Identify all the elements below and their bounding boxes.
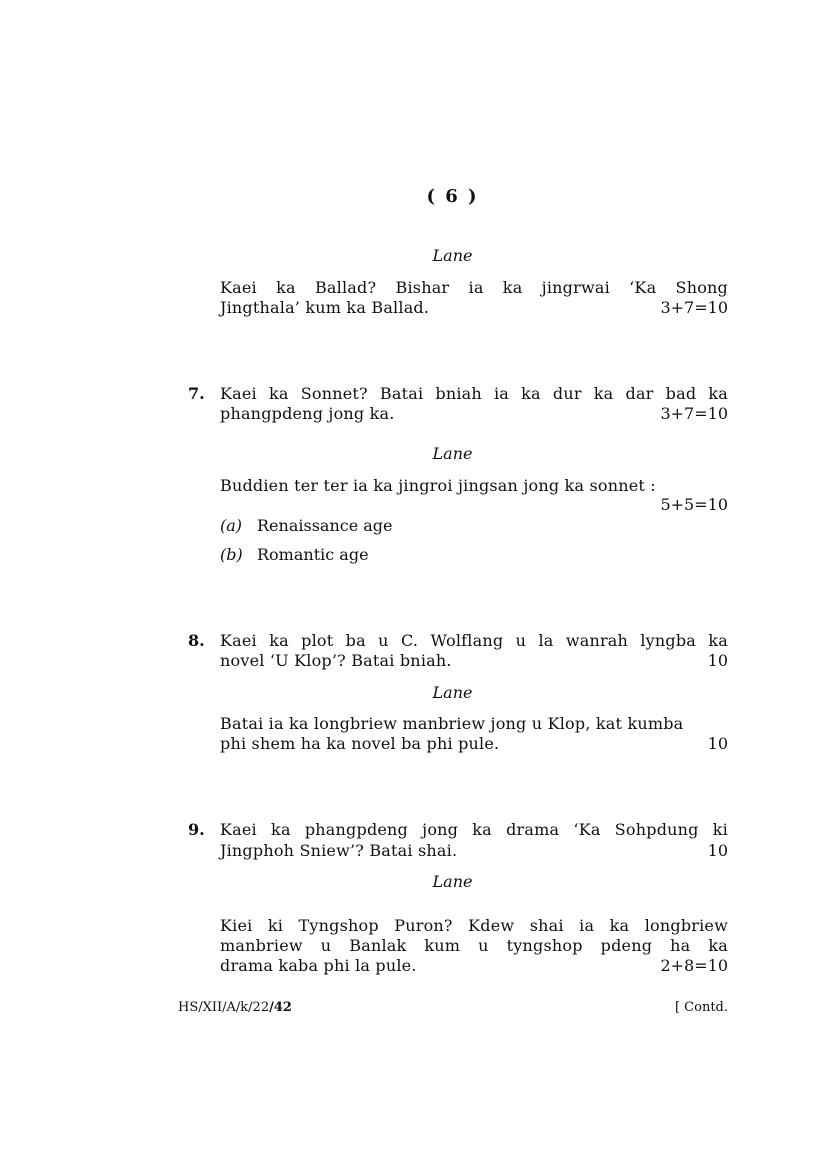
question-text: Buddien ter ter ia ka jingroi jingsan jong ka sonnet : (220, 476, 656, 495)
question-text: phangpdeng jong ka. (220, 404, 395, 423)
continued-label: [ Contd. (674, 1000, 728, 1015)
page-number: ( 6 ) (426, 186, 479, 207)
question-text: drama kaba phi la pule. (220, 956, 417, 975)
marks: 10 (707, 841, 728, 860)
option-label: (b) (220, 545, 243, 564)
option-label: (a) (220, 516, 243, 535)
or-label: Lane (432, 246, 473, 265)
question-text: Jingphoh Sniew’? Batai shai. (220, 841, 458, 860)
or-label: Lane (432, 683, 473, 702)
or-label: Lane (432, 872, 473, 891)
marks: 10 (707, 734, 728, 753)
question-text: Batai ia ka longbriew manbriew jong u Klop, kat kumba (220, 714, 684, 733)
question-text: Kaei ka phangpdeng jong ka drama ‘Ka Sohpdung ki (220, 820, 728, 839)
paper-code (178, 1000, 292, 1015)
question-text: manbriew u Banlak kum u tyngshop pdeng ha ka (220, 936, 728, 955)
option-text: Romantic age (257, 545, 369, 564)
question-text: phi shem ha ka novel ba phi pule. (220, 734, 500, 753)
paper-code-prefix: HS/XII/A/k/22 (178, 1000, 270, 1015)
question-text: Kaei ka plot ba u C. Wolflang u la wanrah lyngba ka (220, 631, 728, 650)
question-text: Jingthala’ kum ka Ballad. (220, 298, 430, 317)
question-text: Kaei ka Sonnet? Batai bniah ia ka dur ka dar bad ka (220, 384, 728, 403)
marks: 3+7=10 (660, 404, 728, 423)
question-number: 9. (188, 820, 205, 839)
or-label: Lane (432, 444, 473, 463)
marks: 10 (707, 651, 728, 670)
question-text: novel ‘U Klop’? Batai bniah. (220, 651, 452, 670)
question-number: 8. (188, 631, 205, 650)
question-number: 7. (188, 384, 205, 403)
option-text: Renaissance age (257, 516, 393, 535)
marks: 3+7=10 (660, 298, 728, 317)
marks: 2+8=10 (660, 956, 728, 975)
marks: 5+5=10 (660, 495, 728, 514)
question-text: Kaei ka Ballad? Bishar ia ka jingrwai ‘Ka Shong (220, 278, 728, 297)
question-text: Kiei ki Tyngshop Puron? Kdew shai ia ka longbriew (220, 916, 728, 935)
paper-code-suffix: /42 (269, 1000, 292, 1015)
